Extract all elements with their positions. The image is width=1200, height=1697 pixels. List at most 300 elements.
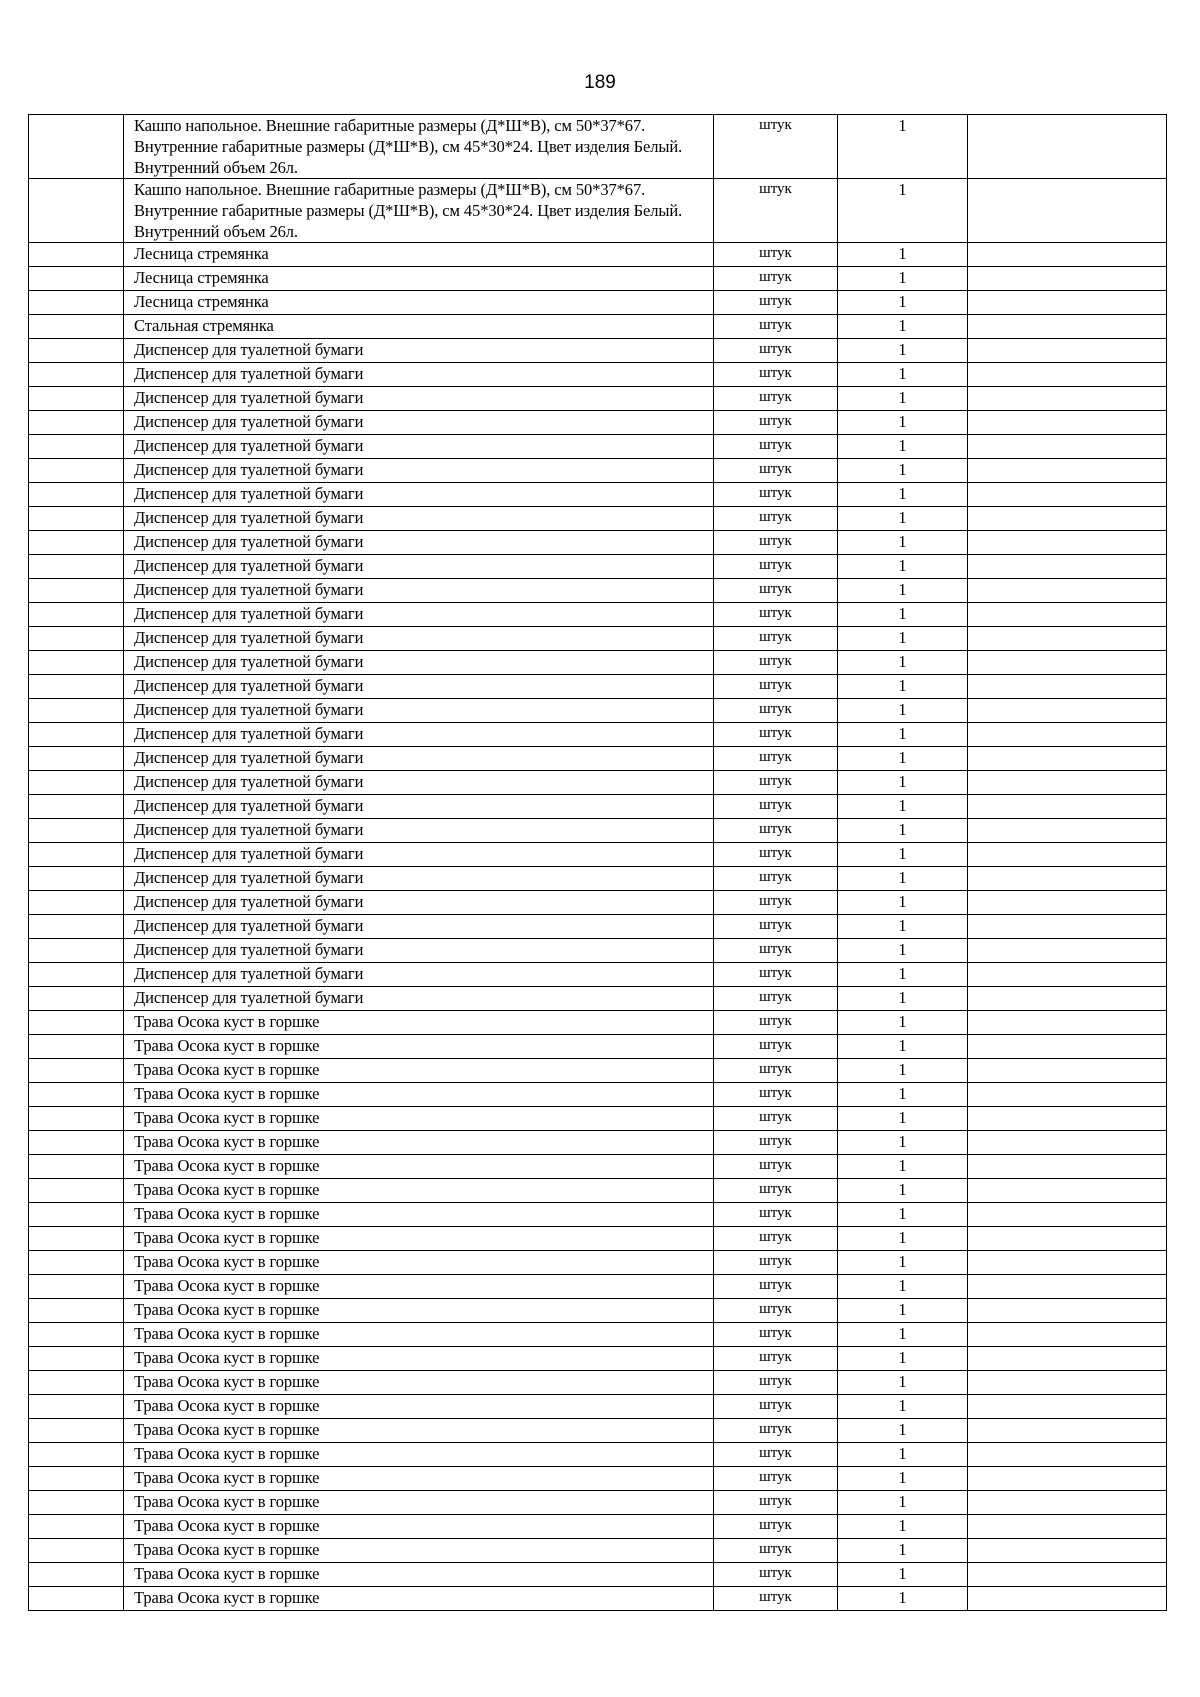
row-number-cell [29, 1419, 124, 1443]
note-cell [968, 1563, 1167, 1587]
row-number-cell [29, 1347, 124, 1371]
item-name-cell: Диспенсер для туалетной бумаги [124, 843, 714, 867]
row-number-cell [29, 987, 124, 1011]
unit-cell: штук [714, 819, 838, 843]
note-cell [968, 483, 1167, 507]
note-cell [968, 627, 1167, 651]
quantity-cell: 1 [838, 1299, 968, 1323]
table-row [29, 1203, 1167, 1227]
note-cell [968, 1059, 1167, 1083]
item-name-cell: Диспенсер для туалетной бумаги [124, 747, 714, 771]
item-name-cell: Диспенсер для туалетной бумаги [124, 387, 714, 411]
unit-cell: штук [714, 1515, 838, 1539]
note-cell [968, 1251, 1167, 1275]
unit-cell: штук [714, 507, 838, 531]
inventory-table-body [29, 115, 1167, 1611]
table-row [29, 675, 1167, 699]
item-name-cell: Диспенсер для туалетной бумаги [124, 723, 714, 747]
quantity-cell: 1 [838, 1587, 968, 1611]
quantity-cell: 1 [838, 675, 968, 699]
unit-cell: штук [714, 1227, 838, 1251]
item-name-cell: Диспенсер для туалетной бумаги [124, 771, 714, 795]
table-row [29, 1299, 1167, 1323]
table-row [29, 747, 1167, 771]
quantity-cell: 1 [838, 1059, 968, 1083]
quantity-cell: 1 [838, 267, 968, 291]
quantity-cell: 1 [838, 291, 968, 315]
item-name-cell: Трава Осока куст в горшке [124, 1419, 714, 1443]
note-cell [968, 1395, 1167, 1419]
row-number-cell [29, 179, 124, 243]
row-number-cell [29, 555, 124, 579]
unit-cell: штук [714, 1059, 838, 1083]
table-row [29, 627, 1167, 651]
row-number-cell [29, 603, 124, 627]
item-name-cell: Трава Осока куст в горшке [124, 1251, 714, 1275]
table-row [29, 795, 1167, 819]
row-number-cell [29, 459, 124, 483]
row-number-cell [29, 1587, 124, 1611]
quantity-cell: 1 [838, 1491, 968, 1515]
quantity-cell: 1 [838, 1155, 968, 1179]
table-row [29, 963, 1167, 987]
item-name-cell: Диспенсер для туалетной бумаги [124, 363, 714, 387]
quantity-cell: 1 [838, 843, 968, 867]
table-row [29, 435, 1167, 459]
row-number-cell [29, 843, 124, 867]
quantity-cell: 1 [838, 627, 968, 651]
row-number-cell [29, 795, 124, 819]
note-cell [968, 963, 1167, 987]
quantity-cell: 1 [838, 1107, 968, 1131]
row-number-cell [29, 771, 124, 795]
item-name-cell: Трава Осока куст в горшке [124, 1587, 714, 1611]
table-row [29, 1491, 1167, 1515]
table-row [29, 1107, 1167, 1131]
quantity-cell: 1 [838, 1419, 968, 1443]
table-row [29, 243, 1167, 267]
unit-cell: штук [714, 483, 838, 507]
row-number-cell [29, 1011, 124, 1035]
table-row [29, 1347, 1167, 1371]
item-name-cell: Трава Осока куст в горшке [124, 1083, 714, 1107]
unit-cell: штук [714, 795, 838, 819]
note-cell [968, 1083, 1167, 1107]
unit-cell: штук [714, 291, 838, 315]
table-row [29, 1395, 1167, 1419]
note-cell [968, 843, 1167, 867]
item-name-cell: Диспенсер для туалетной бумаги [124, 603, 714, 627]
row-number-cell [29, 963, 124, 987]
item-name-cell: Диспенсер для туалетной бумаги [124, 867, 714, 891]
row-number-cell [29, 1467, 124, 1491]
unit-cell: штук [714, 675, 838, 699]
unit-cell: штук [714, 459, 838, 483]
unit-cell: штук [714, 771, 838, 795]
unit-cell: штук [714, 1179, 838, 1203]
row-number-cell [29, 939, 124, 963]
item-name-cell: Трава Осока куст в горшке [124, 1155, 714, 1179]
note-cell [968, 315, 1167, 339]
note-cell [968, 1203, 1167, 1227]
unit-cell: штук [714, 387, 838, 411]
row-number-cell [29, 363, 124, 387]
table-row [29, 179, 1167, 243]
quantity-cell: 1 [838, 1467, 968, 1491]
item-name-cell: Диспенсер для туалетной бумаги [124, 915, 714, 939]
unit-cell: штук [714, 1011, 838, 1035]
quantity-cell: 1 [838, 1275, 968, 1299]
unit-cell: штук [714, 1443, 838, 1467]
quantity-cell: 1 [838, 1131, 968, 1155]
note-cell [968, 915, 1167, 939]
row-number-cell [29, 1299, 124, 1323]
row-number-cell [29, 819, 124, 843]
item-name-cell: Диспенсер для туалетной бумаги [124, 939, 714, 963]
inventory-table [28, 114, 1167, 1611]
quantity-cell: 1 [838, 1323, 968, 1347]
row-number-cell [29, 1155, 124, 1179]
table-row [29, 1275, 1167, 1299]
note-cell [968, 1347, 1167, 1371]
quantity-cell: 1 [838, 723, 968, 747]
note-cell [968, 579, 1167, 603]
quantity-cell: 1 [838, 1083, 968, 1107]
item-name-cell: Трава Осока куст в горшке [124, 1011, 714, 1035]
table-row [29, 1035, 1167, 1059]
table-row [29, 819, 1167, 843]
quantity-cell: 1 [838, 915, 968, 939]
row-number-cell [29, 915, 124, 939]
note-cell [968, 771, 1167, 795]
table-row [29, 1131, 1167, 1155]
quantity-cell: 1 [838, 555, 968, 579]
quantity-cell: 1 [838, 771, 968, 795]
row-number-cell [29, 1563, 124, 1587]
note-cell [968, 819, 1167, 843]
item-name-cell: Трава Осока куст в горшке [124, 1539, 714, 1563]
unit-cell: штук [714, 315, 838, 339]
item-name-cell: Диспенсер для туалетной бумаги [124, 963, 714, 987]
unit-cell: штук [714, 1107, 838, 1131]
item-name-cell: Трава Осока куст в горшке [124, 1371, 714, 1395]
row-number-cell [29, 267, 124, 291]
unit-cell: штук [714, 1251, 838, 1275]
note-cell [968, 1467, 1167, 1491]
item-name-cell: Трава Осока куст в горшке [124, 1563, 714, 1587]
unit-cell: штук [714, 267, 838, 291]
quantity-cell: 1 [838, 1539, 968, 1563]
table-row [29, 1251, 1167, 1275]
table-row [29, 1539, 1167, 1563]
table-row [29, 843, 1167, 867]
unit-cell: штук [714, 243, 838, 267]
row-number-cell [29, 1275, 124, 1299]
row-number-cell [29, 651, 124, 675]
table-row [29, 483, 1167, 507]
quantity-cell: 1 [838, 963, 968, 987]
table-row [29, 1179, 1167, 1203]
note-cell [968, 1179, 1167, 1203]
quantity-cell: 1 [838, 531, 968, 555]
note-cell [968, 243, 1167, 267]
row-number-cell [29, 1443, 124, 1467]
item-name-cell: Трава Осока куст в горшке [124, 1203, 714, 1227]
row-number-cell [29, 1515, 124, 1539]
unit-cell: штук [714, 1395, 838, 1419]
quantity-cell: 1 [838, 315, 968, 339]
quantity-cell: 1 [838, 819, 968, 843]
row-number-cell [29, 627, 124, 651]
item-name-cell: Диспенсер для туалетной бумаги [124, 627, 714, 651]
table-row [29, 1587, 1167, 1611]
unit-cell: штук [714, 987, 838, 1011]
row-number-cell [29, 483, 124, 507]
quantity-cell: 1 [838, 891, 968, 915]
quantity-cell: 1 [838, 363, 968, 387]
table-row [29, 1011, 1167, 1035]
item-name-cell: Лесница стремянка [124, 267, 714, 291]
row-number-cell [29, 291, 124, 315]
quantity-cell: 1 [838, 435, 968, 459]
row-number-cell [29, 315, 124, 339]
item-name-cell: Трава Осока куст в горшке [124, 1107, 714, 1131]
unit-cell: штук [714, 339, 838, 363]
quantity-cell: 1 [838, 243, 968, 267]
note-cell [968, 115, 1167, 179]
item-name-cell: Диспенсер для туалетной бумаги [124, 699, 714, 723]
item-name-cell: Кашпо напольное. Внешние габаритные размеры (Д*Ш*В), см 50*37*67. Внутренние габаритные размеры (Д*Ш*В), см 45*30*24. Цвет изделия Белый. Внутренний объем 26л. [124, 179, 714, 243]
quantity-cell: 1 [838, 1227, 968, 1251]
item-name-cell: Трава Осока куст в горшке [124, 1179, 714, 1203]
unit-cell: штук [714, 1347, 838, 1371]
unit-cell: штук [714, 1275, 838, 1299]
note-cell [968, 1227, 1167, 1251]
item-name-cell: Трава Осока куст в горшке [124, 1395, 714, 1419]
unit-cell: штук [714, 723, 838, 747]
item-name-cell: Лесница стремянка [124, 243, 714, 267]
unit-cell: штук [714, 915, 838, 939]
unit-cell: штук [714, 747, 838, 771]
row-number-cell [29, 531, 124, 555]
table-row [29, 1443, 1167, 1467]
row-number-cell [29, 747, 124, 771]
unit-cell: штук [714, 963, 838, 987]
unit-cell: штук [714, 1419, 838, 1443]
note-cell [968, 1035, 1167, 1059]
row-number-cell [29, 1251, 124, 1275]
unit-cell: штук [714, 1299, 838, 1323]
unit-cell: штук [714, 1203, 838, 1227]
note-cell [968, 723, 1167, 747]
table-row [29, 1515, 1167, 1539]
note-cell [968, 411, 1167, 435]
item-name-cell: Диспенсер для туалетной бумаги [124, 819, 714, 843]
item-name-cell: Диспенсер для туалетной бумаги [124, 459, 714, 483]
unit-cell: штук [714, 1131, 838, 1155]
note-cell [968, 387, 1167, 411]
note-cell [968, 675, 1167, 699]
note-cell [968, 1323, 1167, 1347]
note-cell [968, 555, 1167, 579]
unit-cell: штук [714, 1371, 838, 1395]
unit-cell: штук [714, 435, 838, 459]
note-cell [968, 747, 1167, 771]
quantity-cell: 1 [838, 1203, 968, 1227]
note-cell [968, 1107, 1167, 1131]
table-row [29, 1467, 1167, 1491]
quantity-cell: 1 [838, 1563, 968, 1587]
note-cell [968, 891, 1167, 915]
quantity-cell: 1 [838, 867, 968, 891]
table-row [29, 891, 1167, 915]
row-number-cell [29, 1395, 124, 1419]
unit-cell: штук [714, 363, 838, 387]
row-number-cell [29, 1107, 124, 1131]
note-cell [968, 867, 1167, 891]
item-name-cell: Диспенсер для туалетной бумаги [124, 795, 714, 819]
unit-cell: штук [714, 603, 838, 627]
table-row [29, 315, 1167, 339]
unit-cell: штук [714, 579, 838, 603]
table-row [29, 723, 1167, 747]
item-name-cell: Кашпо напольное. Внешние габаритные размеры (Д*Ш*В), см 50*37*67. Внутренние габаритные размеры (Д*Ш*В), см 45*30*24. Цвет изделия Белый. Внутренний объем 26л. [124, 115, 714, 179]
item-name-cell: Трава Осока куст в горшке [124, 1347, 714, 1371]
table-row [29, 411, 1167, 435]
unit-cell: штук [714, 555, 838, 579]
table-row [29, 1563, 1167, 1587]
unit-cell: штук [714, 1035, 838, 1059]
table-row [29, 531, 1167, 555]
note-cell [968, 939, 1167, 963]
item-name-cell: Трава Осока куст в горшке [124, 1227, 714, 1251]
table-row [29, 115, 1167, 179]
table-row [29, 387, 1167, 411]
note-cell [968, 987, 1167, 1011]
item-name-cell: Диспенсер для туалетной бумаги [124, 435, 714, 459]
row-number-cell [29, 507, 124, 531]
item-name-cell: Диспенсер для туалетной бумаги [124, 507, 714, 531]
row-number-cell [29, 1035, 124, 1059]
row-number-cell [29, 1491, 124, 1515]
table-row [29, 339, 1167, 363]
unit-cell: штук [714, 179, 838, 243]
row-number-cell [29, 339, 124, 363]
item-name-cell: Диспенсер для туалетной бумаги [124, 579, 714, 603]
note-cell [968, 1131, 1167, 1155]
quantity-cell: 1 [838, 179, 968, 243]
table-row [29, 1227, 1167, 1251]
note-cell [968, 1443, 1167, 1467]
note-cell [968, 1491, 1167, 1515]
table-row [29, 459, 1167, 483]
item-name-cell: Диспенсер для туалетной бумаги [124, 531, 714, 555]
item-name-cell: Трава Осока куст в горшке [124, 1299, 714, 1323]
quantity-cell: 1 [838, 1515, 968, 1539]
unit-cell: штук [714, 843, 838, 867]
quantity-cell: 1 [838, 507, 968, 531]
item-name-cell: Диспенсер для туалетной бумаги [124, 483, 714, 507]
item-name-cell: Лесница стремянка [124, 291, 714, 315]
note-cell [968, 699, 1167, 723]
quantity-cell: 1 [838, 579, 968, 603]
unit-cell: штук [714, 1563, 838, 1587]
row-number-cell [29, 1203, 124, 1227]
unit-cell: штук [714, 1323, 838, 1347]
quantity-cell: 1 [838, 483, 968, 507]
row-number-cell [29, 1131, 124, 1155]
table-row [29, 579, 1167, 603]
table-row [29, 1419, 1167, 1443]
row-number-cell [29, 1539, 124, 1563]
quantity-cell: 1 [838, 1011, 968, 1035]
item-name-cell: Диспенсер для туалетной бумаги [124, 987, 714, 1011]
quantity-cell: 1 [838, 1347, 968, 1371]
unit-cell: штук [714, 115, 838, 179]
item-name-cell: Трава Осока куст в горшке [124, 1035, 714, 1059]
table-row [29, 603, 1167, 627]
quantity-cell: 1 [838, 459, 968, 483]
table-row [29, 771, 1167, 795]
table-row [29, 555, 1167, 579]
table-row [29, 507, 1167, 531]
note-cell [968, 1011, 1167, 1035]
row-number-cell [29, 675, 124, 699]
unit-cell: штук [714, 1491, 838, 1515]
note-cell [968, 339, 1167, 363]
table-row [29, 1371, 1167, 1395]
row-number-cell [29, 387, 124, 411]
table-row [29, 1323, 1167, 1347]
note-cell [968, 179, 1167, 243]
unit-cell: штук [714, 1155, 838, 1179]
row-number-cell [29, 867, 124, 891]
row-number-cell [29, 1059, 124, 1083]
table-row [29, 651, 1167, 675]
row-number-cell [29, 1371, 124, 1395]
note-cell [968, 1371, 1167, 1395]
row-number-cell [29, 699, 124, 723]
item-name-cell: Трава Осока куст в горшке [124, 1467, 714, 1491]
note-cell [968, 651, 1167, 675]
unit-cell: штук [714, 891, 838, 915]
quantity-cell: 1 [838, 699, 968, 723]
table-row [29, 915, 1167, 939]
unit-cell: штук [714, 1467, 838, 1491]
quantity-cell: 1 [838, 1251, 968, 1275]
note-cell [968, 267, 1167, 291]
row-number-cell [29, 1179, 124, 1203]
row-number-cell [29, 723, 124, 747]
quantity-cell: 1 [838, 339, 968, 363]
page-number: 189 [584, 72, 616, 93]
quantity-cell: 1 [838, 603, 968, 627]
unit-cell: штук [714, 1539, 838, 1563]
quantity-cell: 1 [838, 1443, 968, 1467]
table-row [29, 363, 1167, 387]
unit-cell: штук [714, 939, 838, 963]
table-row [29, 867, 1167, 891]
item-name-cell: Стальная стремянка [124, 315, 714, 339]
item-name-cell: Трава Осока куст в горшке [124, 1059, 714, 1083]
row-number-cell [29, 411, 124, 435]
item-name-cell: Диспенсер для туалетной бумаги [124, 411, 714, 435]
note-cell [968, 291, 1167, 315]
unit-cell: штук [714, 867, 838, 891]
unit-cell: штук [714, 651, 838, 675]
row-number-cell [29, 435, 124, 459]
item-name-cell: Трава Осока куст в горшке [124, 1131, 714, 1155]
